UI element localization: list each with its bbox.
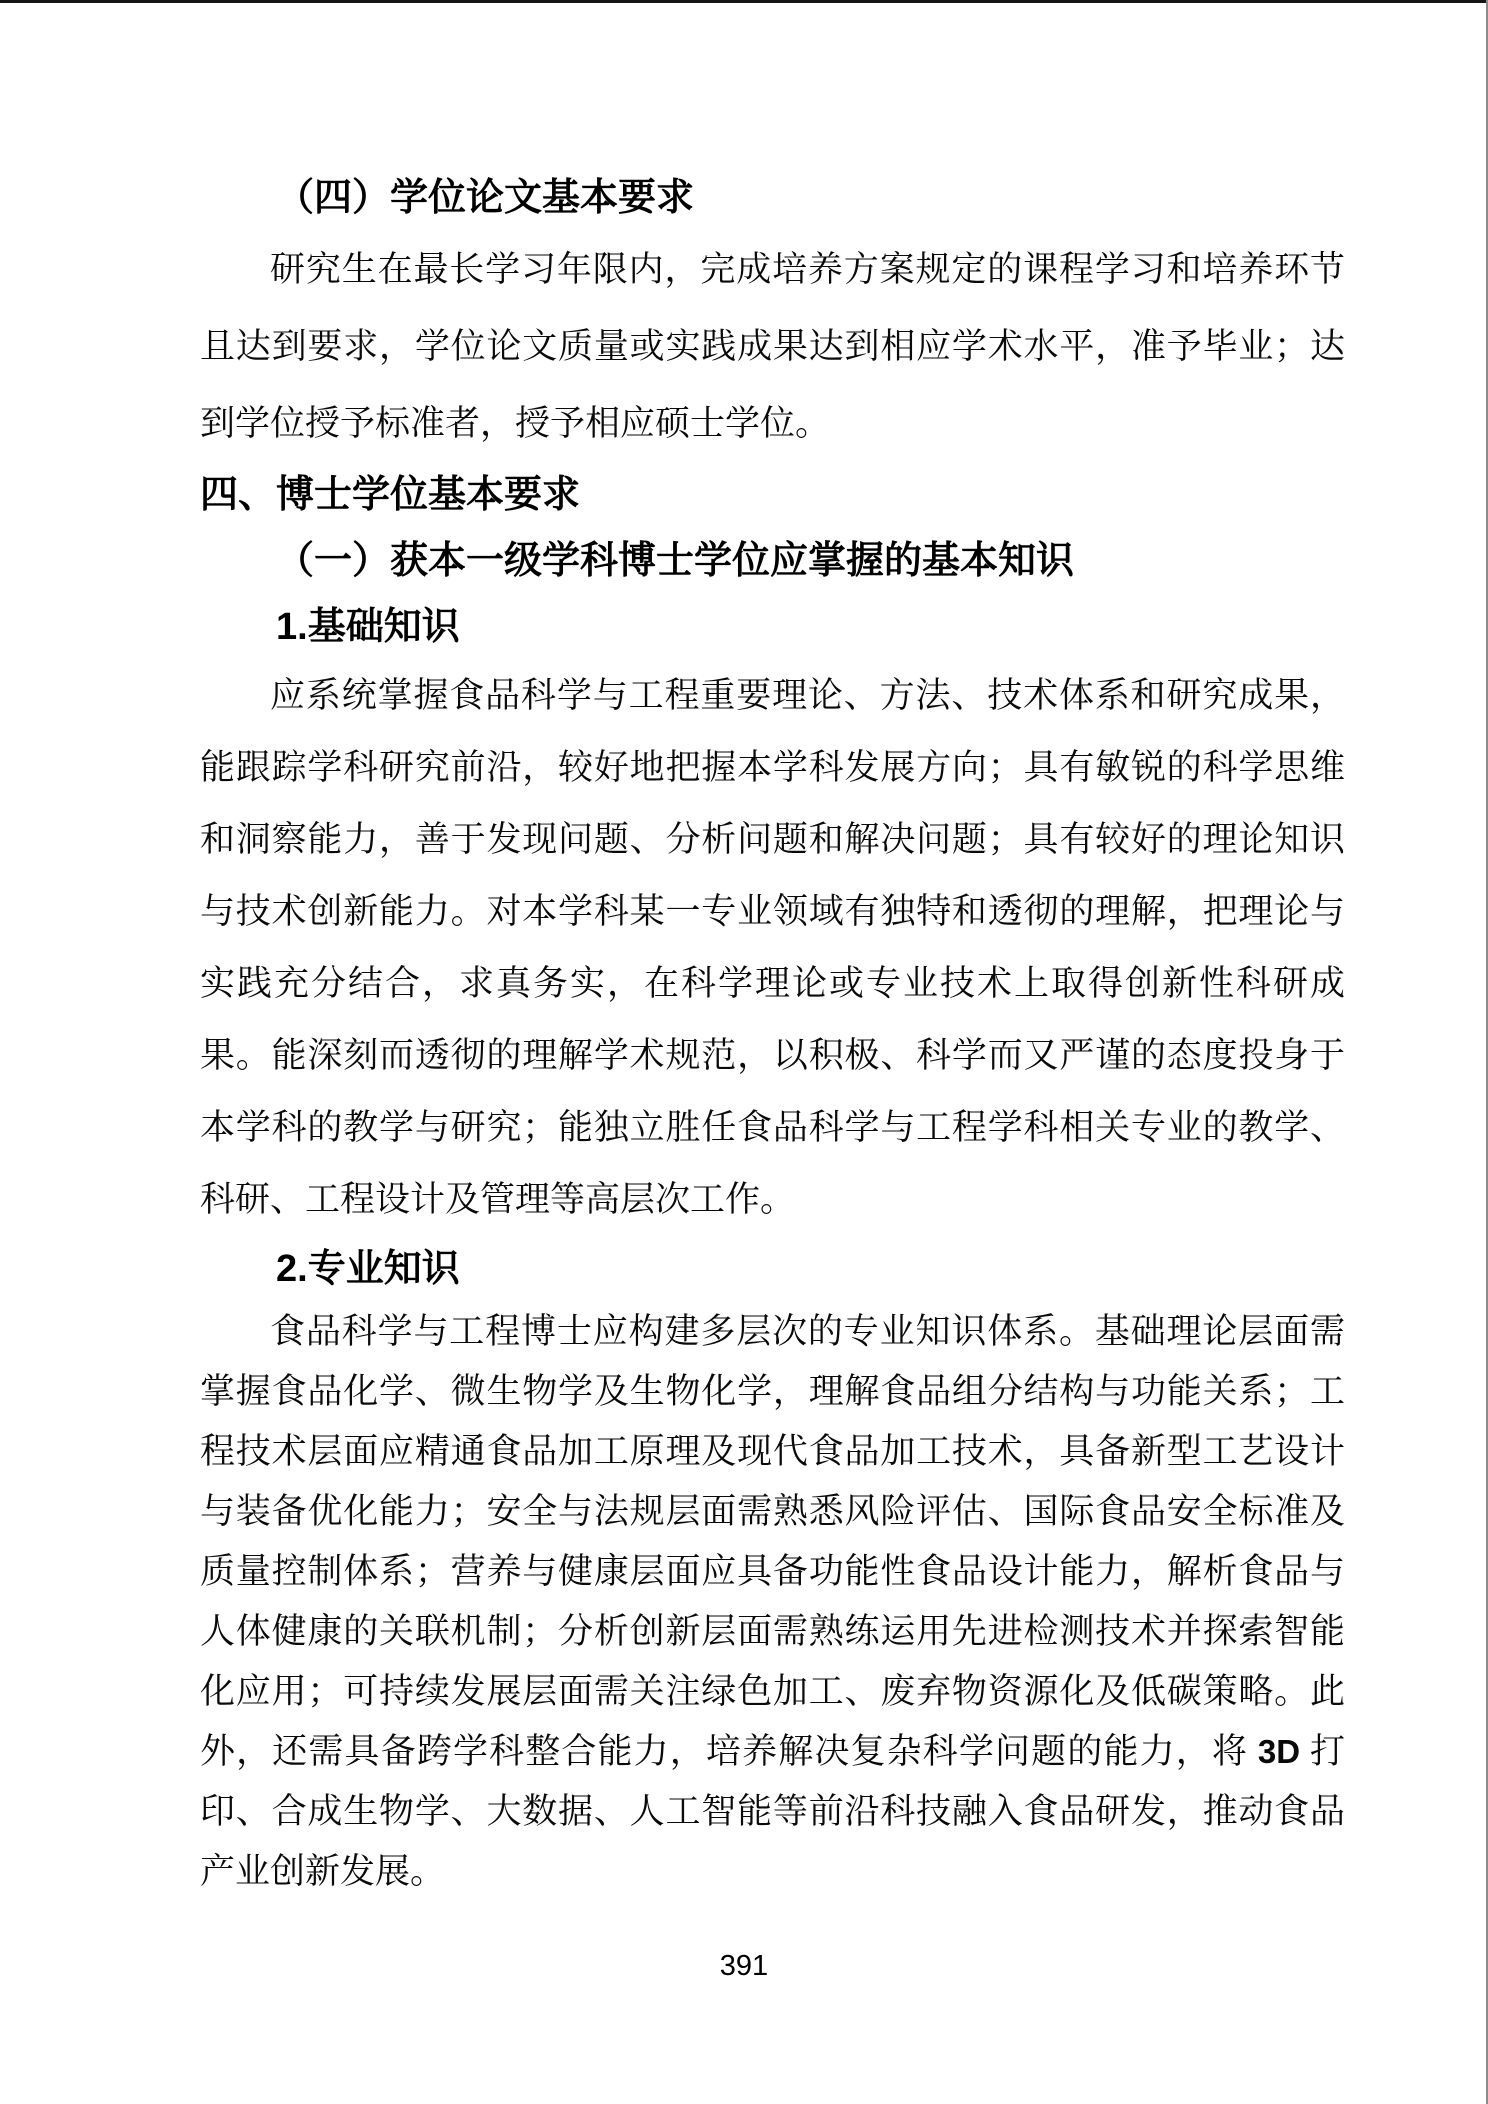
section-heading-basic-knowledge-for-doctoral-degree: （一）获本一级学科博士学位应掌握的基本知识 (276, 540, 1075, 582)
document-content (200, 165, 1345, 1902)
paragraph-masters-graduation-criteria: 研究生在最长学习年限内，完成培养方案规定的课程学习和培养环节且达到要求，学位论文质量或实践成果达到相应学术水平，准予毕业；达到学位授予标准者，授予相应硕士学位。 (200, 250, 1345, 443)
subheading-professional-knowledge: 2.专业知识 (276, 1248, 460, 1290)
chapter-heading-doctoral-degree-requirements: 四、博士学位基本要求 (200, 474, 581, 516)
section-heading-thesis-basic-requirements: （四）学位论文基本要求 (276, 177, 695, 219)
latin-text-3d: 3D (1257, 1733, 1301, 1770)
paragraph-text-segment: 打印、合成生物学、大数据、人工智能等前沿科技融入食品研发，推动食品产业创新发展。 (200, 1732, 1345, 1891)
page-top-edge-line (0, 0, 1488, 3)
paragraph-foundational-knowledge-body: 应系统掌握食品科学与工程重要理论、方法、技术体系和研究成果，能跟踪学科研究前沿，较好地把握本学科发展方向；具有敏锐的科学思维和洞察能力，善于发现问题、分析问题和解决问题；具有较好的理论知识与技术创新能力。对本学科某一专业领域有独特和透彻的理解，把理论与实践充分结合，求真务实，在科学理论或专业技术上取得创新性科研成果。能深刻而透彻的理解学术规范，以积极、科学而又严谨的态度投身于本学科的教学与研究；能独立胜任食品科学与工程学科相关专业的教学、科研、工程设计及管理等高层次工作。 (200, 676, 1345, 1219)
paragraph-text-segment: 食品科学与工程博士应构建多层次的专业知识体系。基础理论层面需掌握食品化学、微生物学及生物化学，理解食品组分结构与功能关系；工程技术层面应精通食品加工原理及现代食品加工技术，具备新型工艺设计与装备优化能力；安全与法规层面需熟悉风险评估、国际食品安全标准及质量控制体系；营养与健康层面应具备功能性食品设计能力，解析食品与人体健康的关联机制；分析创新层面需熟练运用先进检测技术并探索智能化应用；可持续发展层面需关注绿色加工、废弃物资源化及低碳策略。此外，还需具备跨学科整合能力，培养解决复杂科学问题的能力，将 (200, 1312, 1345, 1771)
paragraph-professional-knowledge-body (200, 1302, 1345, 1902)
page-number: 391 (719, 1950, 769, 1982)
subheading-foundational-knowledge: 1.基础知识 (276, 606, 460, 648)
